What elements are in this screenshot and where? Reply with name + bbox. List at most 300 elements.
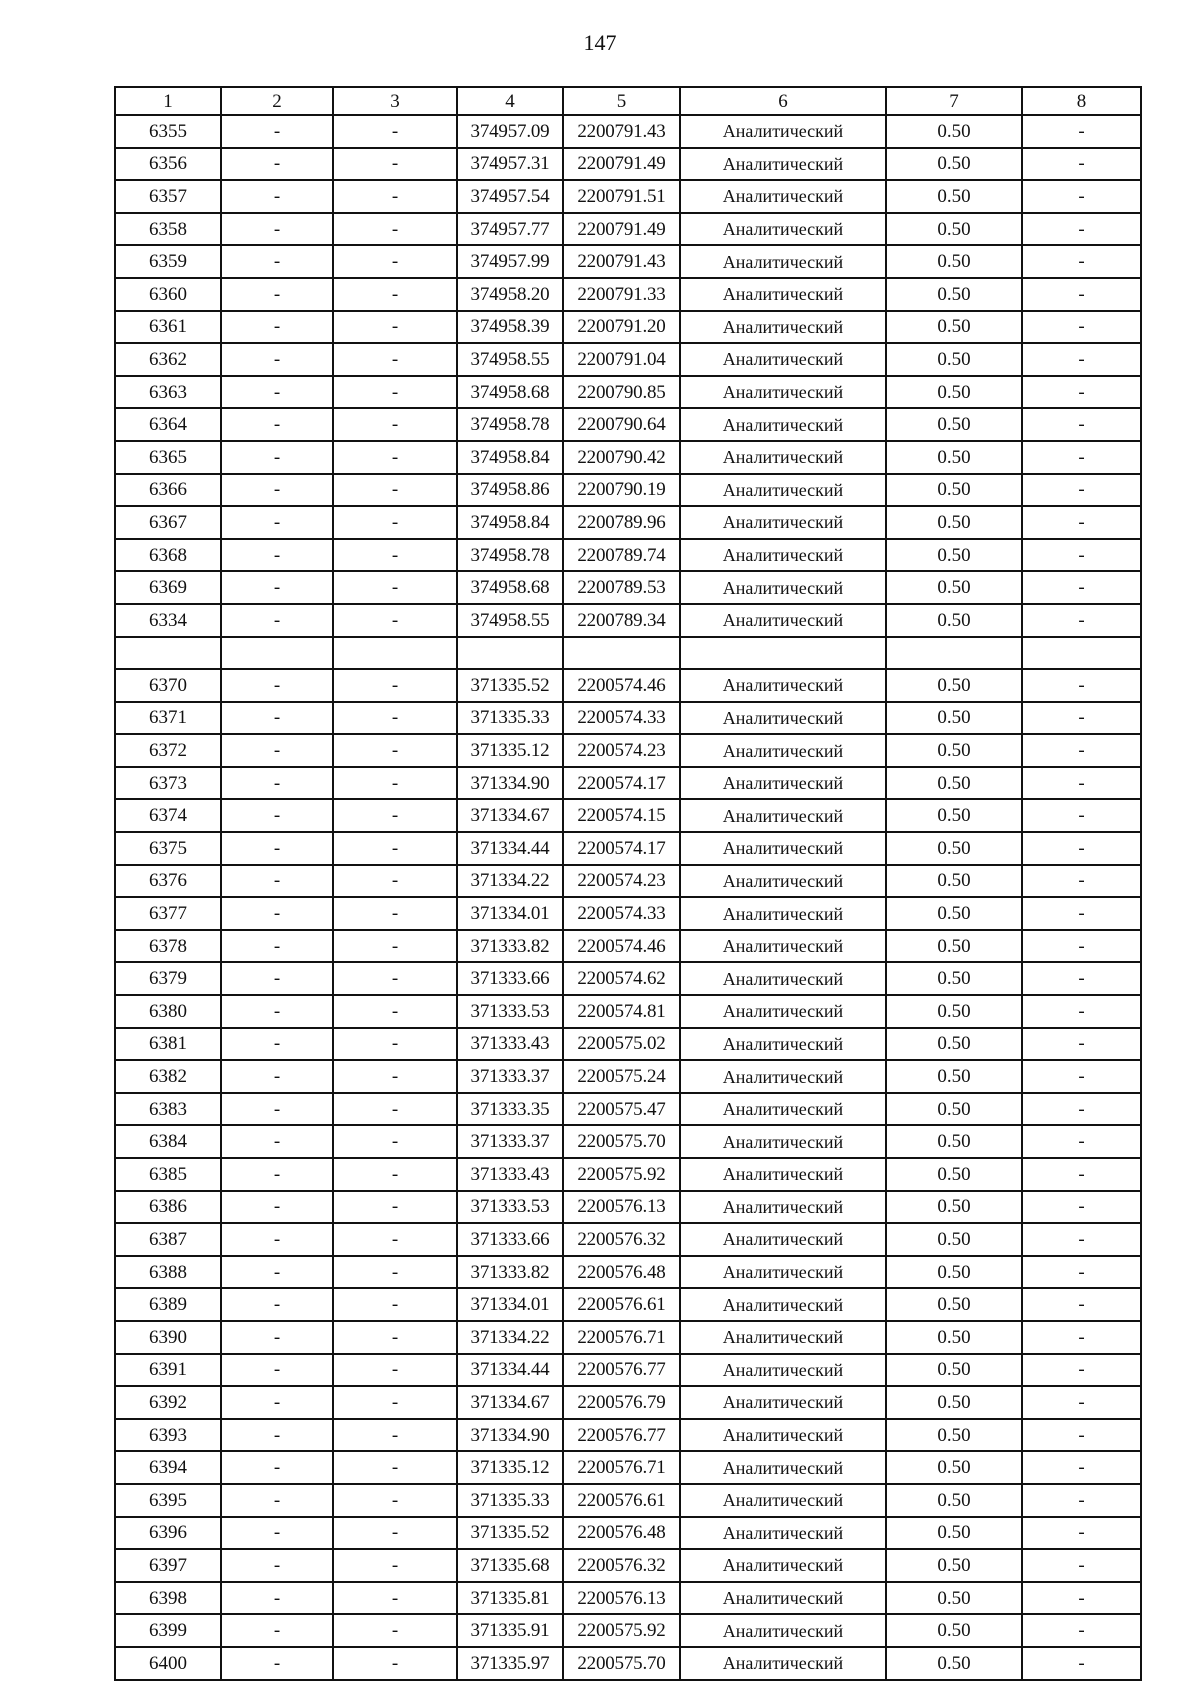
col8-cell: - bbox=[1022, 1191, 1141, 1224]
table-row bbox=[115, 376, 1141, 409]
col8-cell: - bbox=[1022, 930, 1141, 963]
accuracy-cell: 0.50 bbox=[886, 1256, 1022, 1289]
y-coordinate-cell: 2200574.17 bbox=[563, 832, 680, 865]
col2-cell: - bbox=[221, 1549, 333, 1582]
point-number-cell: 6359 bbox=[115, 245, 221, 278]
column-header: 8 bbox=[1022, 87, 1141, 115]
accuracy-cell: 0.50 bbox=[886, 1060, 1022, 1093]
table-row bbox=[115, 767, 1141, 800]
x-coordinate-cell: 371333.43 bbox=[457, 1028, 563, 1061]
accuracy-cell: 0.50 bbox=[886, 1093, 1022, 1126]
x-coordinate-cell: 374958.55 bbox=[457, 343, 563, 376]
table-row bbox=[115, 832, 1141, 865]
table-row bbox=[115, 1614, 1141, 1647]
col3-cell: - bbox=[333, 213, 457, 246]
col8-cell: - bbox=[1022, 1484, 1141, 1517]
col8-cell: - bbox=[1022, 1093, 1141, 1126]
table-row bbox=[115, 604, 1141, 637]
method-cell: Аналитический bbox=[680, 376, 886, 409]
col8-cell: - bbox=[1022, 1158, 1141, 1191]
table-row bbox=[115, 1256, 1141, 1289]
point-number-cell: 6365 bbox=[115, 441, 221, 474]
accuracy-cell bbox=[886, 637, 1022, 670]
y-coordinate-cell: 2200791.51 bbox=[563, 180, 680, 213]
col8-cell: - bbox=[1022, 408, 1141, 441]
accuracy-cell: 0.50 bbox=[886, 539, 1022, 572]
y-coordinate-cell: 2200790.42 bbox=[563, 441, 680, 474]
col8-cell: - bbox=[1022, 245, 1141, 278]
point-number-cell: 6392 bbox=[115, 1386, 221, 1419]
col8-cell: - bbox=[1022, 115, 1141, 148]
x-coordinate-cell: 371333.82 bbox=[457, 1256, 563, 1289]
y-coordinate-cell: 2200574.15 bbox=[563, 799, 680, 832]
x-coordinate-cell: 371334.22 bbox=[457, 1321, 563, 1354]
x-coordinate-cell: 371333.66 bbox=[457, 1223, 563, 1256]
y-coordinate-cell: 2200790.19 bbox=[563, 474, 680, 507]
col3-cell: - bbox=[333, 506, 457, 539]
col8-cell: - bbox=[1022, 441, 1141, 474]
x-coordinate-cell: 371334.01 bbox=[457, 1288, 563, 1321]
accuracy-cell: 0.50 bbox=[886, 1028, 1022, 1061]
col3-cell: - bbox=[333, 702, 457, 735]
y-coordinate-cell: 2200576.61 bbox=[563, 1288, 680, 1321]
table-row bbox=[115, 1158, 1141, 1191]
accuracy-cell: 0.50 bbox=[886, 1582, 1022, 1615]
col3-cell: - bbox=[333, 115, 457, 148]
method-cell: Аналитический bbox=[680, 1419, 886, 1452]
method-cell: Аналитический bbox=[680, 213, 886, 246]
x-coordinate-cell: 371334.44 bbox=[457, 1354, 563, 1387]
y-coordinate-cell: 2200576.32 bbox=[563, 1223, 680, 1256]
point-number-cell: 6360 bbox=[115, 278, 221, 311]
col3-cell: - bbox=[333, 474, 457, 507]
method-cell: Аналитический bbox=[680, 539, 886, 572]
y-coordinate-cell: 2200574.17 bbox=[563, 767, 680, 800]
point-number-cell: 6378 bbox=[115, 930, 221, 963]
method-cell: Аналитический bbox=[680, 474, 886, 507]
accuracy-cell: 0.50 bbox=[886, 1288, 1022, 1321]
table-row bbox=[115, 148, 1141, 181]
accuracy-cell: 0.50 bbox=[886, 995, 1022, 1028]
method-cell: Аналитический bbox=[680, 1125, 886, 1158]
col3-cell: - bbox=[333, 278, 457, 311]
point-number-cell: 6374 bbox=[115, 799, 221, 832]
col2-cell: - bbox=[221, 343, 333, 376]
col2-cell: - bbox=[221, 571, 333, 604]
table-row bbox=[115, 571, 1141, 604]
col2-cell: - bbox=[221, 1060, 333, 1093]
x-coordinate-cell: 371333.43 bbox=[457, 1158, 563, 1191]
col3-cell: - bbox=[333, 245, 457, 278]
y-coordinate-cell: 2200789.53 bbox=[563, 571, 680, 604]
col3-cell: - bbox=[333, 865, 457, 898]
accuracy-cell: 0.50 bbox=[886, 1223, 1022, 1256]
point-number-cell: 6366 bbox=[115, 474, 221, 507]
x-coordinate-cell: 371333.66 bbox=[457, 962, 563, 995]
method-cell: Аналитический bbox=[680, 1451, 886, 1484]
col2-cell: - bbox=[221, 1386, 333, 1419]
col2-cell: - bbox=[221, 1614, 333, 1647]
col8-cell: - bbox=[1022, 506, 1141, 539]
col8-cell: - bbox=[1022, 376, 1141, 409]
col8-cell: - bbox=[1022, 1451, 1141, 1484]
col3-cell: - bbox=[333, 799, 457, 832]
accuracy-cell: 0.50 bbox=[886, 571, 1022, 604]
point-number-cell: 6393 bbox=[115, 1419, 221, 1452]
x-coordinate-cell: 374958.78 bbox=[457, 408, 563, 441]
method-cell: Аналитический bbox=[680, 1158, 886, 1191]
table-row bbox=[115, 213, 1141, 246]
method-cell: Аналитический bbox=[680, 604, 886, 637]
col8-cell: - bbox=[1022, 1288, 1141, 1321]
col8-cell: - bbox=[1022, 1256, 1141, 1289]
col2-cell: - bbox=[221, 1647, 333, 1680]
table-row bbox=[115, 1386, 1141, 1419]
col3-cell: - bbox=[333, 148, 457, 181]
col3-cell: - bbox=[333, 408, 457, 441]
coordinates-table bbox=[114, 86, 1142, 1681]
col2-cell: - bbox=[221, 995, 333, 1028]
x-coordinate-cell: 374957.99 bbox=[457, 245, 563, 278]
table-body bbox=[115, 115, 1141, 1680]
point-number-cell: 6383 bbox=[115, 1093, 221, 1126]
col8-cell: - bbox=[1022, 799, 1141, 832]
col2-cell: - bbox=[221, 1028, 333, 1061]
col3-cell: - bbox=[333, 1125, 457, 1158]
col3-cell: - bbox=[333, 441, 457, 474]
column-header: 4 bbox=[457, 87, 563, 115]
table-row bbox=[115, 408, 1141, 441]
y-coordinate-cell: 2200789.96 bbox=[563, 506, 680, 539]
col2-cell: - bbox=[221, 1256, 333, 1289]
method-cell: Аналитический bbox=[680, 343, 886, 376]
col2-cell: - bbox=[221, 213, 333, 246]
point-number-cell: 6380 bbox=[115, 995, 221, 1028]
point-number-cell: 6384 bbox=[115, 1125, 221, 1158]
x-coordinate-cell: 371333.37 bbox=[457, 1125, 563, 1158]
point-number-cell: 6386 bbox=[115, 1191, 221, 1224]
x-coordinate-cell: 374958.84 bbox=[457, 441, 563, 474]
x-coordinate-cell: 371335.68 bbox=[457, 1549, 563, 1582]
col3-cell: - bbox=[333, 1647, 457, 1680]
col3-cell: - bbox=[333, 1451, 457, 1484]
accuracy-cell: 0.50 bbox=[886, 376, 1022, 409]
point-number-cell: 6355 bbox=[115, 115, 221, 148]
x-coordinate-cell: 371334.22 bbox=[457, 865, 563, 898]
method-cell: Аналитический bbox=[680, 441, 886, 474]
y-coordinate-cell: 2200791.43 bbox=[563, 115, 680, 148]
col8-cell: - bbox=[1022, 669, 1141, 702]
x-coordinate-cell: 371335.33 bbox=[457, 1484, 563, 1517]
method-cell: Аналитический bbox=[680, 278, 886, 311]
col3-cell: - bbox=[333, 539, 457, 572]
method-cell: Аналитический bbox=[680, 767, 886, 800]
col8-cell: - bbox=[1022, 1517, 1141, 1550]
method-cell: Аналитический bbox=[680, 669, 886, 702]
method-cell: Аналитический bbox=[680, 1582, 886, 1615]
col3-cell: - bbox=[333, 1419, 457, 1452]
col2-cell: - bbox=[221, 1125, 333, 1158]
col3-cell: - bbox=[333, 1256, 457, 1289]
method-cell: Аналитический bbox=[680, 962, 886, 995]
col8-cell bbox=[1022, 637, 1141, 670]
x-coordinate-cell: 371333.53 bbox=[457, 995, 563, 1028]
col8-cell: - bbox=[1022, 1060, 1141, 1093]
method-cell: Аналитический bbox=[680, 1256, 886, 1289]
col2-cell: - bbox=[221, 506, 333, 539]
accuracy-cell: 0.50 bbox=[886, 311, 1022, 344]
col3-cell: - bbox=[333, 1158, 457, 1191]
col3-cell: - bbox=[333, 343, 457, 376]
y-coordinate-cell: 2200789.74 bbox=[563, 539, 680, 572]
table-row bbox=[115, 1419, 1141, 1452]
accuracy-cell: 0.50 bbox=[886, 1191, 1022, 1224]
x-coordinate-cell: 374957.77 bbox=[457, 213, 563, 246]
method-cell: Аналитический bbox=[680, 734, 886, 767]
table-row bbox=[115, 180, 1141, 213]
point-number-cell: 6400 bbox=[115, 1647, 221, 1680]
y-coordinate-cell: 2200574.46 bbox=[563, 669, 680, 702]
x-coordinate-cell: 371334.01 bbox=[457, 897, 563, 930]
col3-cell: - bbox=[333, 376, 457, 409]
column-header: 1 bbox=[115, 87, 221, 115]
method-cell: Аналитический bbox=[680, 1484, 886, 1517]
table-row bbox=[115, 1060, 1141, 1093]
y-coordinate-cell: 2200574.33 bbox=[563, 702, 680, 735]
col2-cell: - bbox=[221, 474, 333, 507]
accuracy-cell: 0.50 bbox=[886, 278, 1022, 311]
table-row bbox=[115, 245, 1141, 278]
table-row bbox=[115, 734, 1141, 767]
header-row bbox=[115, 87, 1141, 115]
point-number-cell bbox=[115, 637, 221, 670]
x-coordinate-cell: 371335.91 bbox=[457, 1614, 563, 1647]
y-coordinate-cell: 2200576.77 bbox=[563, 1354, 680, 1387]
x-coordinate-cell: 371335.81 bbox=[457, 1582, 563, 1615]
col8-cell: - bbox=[1022, 474, 1141, 507]
point-number-cell: 6377 bbox=[115, 897, 221, 930]
method-cell: Аналитический bbox=[680, 1028, 886, 1061]
col2-cell: - bbox=[221, 1223, 333, 1256]
col8-cell: - bbox=[1022, 343, 1141, 376]
x-coordinate-cell: 374957.31 bbox=[457, 148, 563, 181]
accuracy-cell: 0.50 bbox=[886, 767, 1022, 800]
method-cell: Аналитический bbox=[680, 1647, 886, 1680]
y-coordinate-cell: 2200576.79 bbox=[563, 1386, 680, 1419]
point-number-cell: 6388 bbox=[115, 1256, 221, 1289]
col2-cell: - bbox=[221, 311, 333, 344]
accuracy-cell: 0.50 bbox=[886, 604, 1022, 637]
col3-cell: - bbox=[333, 1354, 457, 1387]
x-coordinate-cell: 371334.90 bbox=[457, 767, 563, 800]
col2-cell: - bbox=[221, 1484, 333, 1517]
y-coordinate-cell: 2200575.70 bbox=[563, 1647, 680, 1680]
table-row bbox=[115, 995, 1141, 1028]
col2-cell: - bbox=[221, 702, 333, 735]
y-coordinate-cell: 2200789.34 bbox=[563, 604, 680, 637]
x-coordinate-cell: 374958.68 bbox=[457, 571, 563, 604]
method-cell: Аналитический bbox=[680, 245, 886, 278]
column-header: 6 bbox=[680, 87, 886, 115]
col2-cell: - bbox=[221, 539, 333, 572]
col2-cell: - bbox=[221, 799, 333, 832]
point-number-cell: 6399 bbox=[115, 1614, 221, 1647]
table-row bbox=[115, 637, 1141, 670]
col3-cell: - bbox=[333, 1028, 457, 1061]
col2-cell: - bbox=[221, 1321, 333, 1354]
point-number-cell: 6398 bbox=[115, 1582, 221, 1615]
accuracy-cell: 0.50 bbox=[886, 1419, 1022, 1452]
y-coordinate-cell: 2200791.49 bbox=[563, 148, 680, 181]
method-cell: Аналитический bbox=[680, 115, 886, 148]
table-row bbox=[115, 1647, 1141, 1680]
col3-cell: - bbox=[333, 734, 457, 767]
col2-cell: - bbox=[221, 408, 333, 441]
col2-cell: - bbox=[221, 604, 333, 637]
x-coordinate-cell: 371335.12 bbox=[457, 1451, 563, 1484]
x-coordinate-cell: 371333.53 bbox=[457, 1191, 563, 1224]
method-cell: Аналитический bbox=[680, 1354, 886, 1387]
method-cell: Аналитический bbox=[680, 571, 886, 604]
col8-cell: - bbox=[1022, 1647, 1141, 1680]
method-cell: Аналитический bbox=[680, 832, 886, 865]
x-coordinate-cell: 371335.52 bbox=[457, 1517, 563, 1550]
col2-cell bbox=[221, 637, 333, 670]
col8-cell: - bbox=[1022, 1582, 1141, 1615]
col2-cell: - bbox=[221, 1451, 333, 1484]
table-row bbox=[115, 115, 1141, 148]
col3-cell: - bbox=[333, 604, 457, 637]
method-cell: Аналитический bbox=[680, 1614, 886, 1647]
col8-cell: - bbox=[1022, 865, 1141, 898]
method-cell: Аналитический bbox=[680, 506, 886, 539]
col2-cell: - bbox=[221, 1354, 333, 1387]
point-number-cell: 6395 bbox=[115, 1484, 221, 1517]
accuracy-cell: 0.50 bbox=[886, 441, 1022, 474]
y-coordinate-cell: 2200576.77 bbox=[563, 1419, 680, 1452]
table-row bbox=[115, 962, 1141, 995]
col8-cell: - bbox=[1022, 767, 1141, 800]
col2-cell: - bbox=[221, 376, 333, 409]
table-row bbox=[115, 311, 1141, 344]
x-coordinate-cell: 371334.44 bbox=[457, 832, 563, 865]
accuracy-cell: 0.50 bbox=[886, 1386, 1022, 1419]
point-number-cell: 6375 bbox=[115, 832, 221, 865]
table-row bbox=[115, 1223, 1141, 1256]
col3-cell: - bbox=[333, 1386, 457, 1419]
col2-cell: - bbox=[221, 897, 333, 930]
col8-cell: - bbox=[1022, 832, 1141, 865]
col3-cell: - bbox=[333, 1060, 457, 1093]
point-number-cell: 6357 bbox=[115, 180, 221, 213]
accuracy-cell: 0.50 bbox=[886, 734, 1022, 767]
point-number-cell: 6381 bbox=[115, 1028, 221, 1061]
col8-cell: - bbox=[1022, 995, 1141, 1028]
point-number-cell: 6376 bbox=[115, 865, 221, 898]
x-coordinate-cell: 371335.33 bbox=[457, 702, 563, 735]
point-number-cell: 6370 bbox=[115, 669, 221, 702]
col8-cell: - bbox=[1022, 148, 1141, 181]
x-coordinate-cell bbox=[457, 637, 563, 670]
table-row bbox=[115, 1093, 1141, 1126]
y-coordinate-cell: 2200574.33 bbox=[563, 897, 680, 930]
col8-cell: - bbox=[1022, 1386, 1141, 1419]
x-coordinate-cell: 374958.20 bbox=[457, 278, 563, 311]
col3-cell: - bbox=[333, 897, 457, 930]
col8-cell: - bbox=[1022, 213, 1141, 246]
point-number-cell: 6387 bbox=[115, 1223, 221, 1256]
accuracy-cell: 0.50 bbox=[886, 669, 1022, 702]
col3-cell: - bbox=[333, 1321, 457, 1354]
col2-cell: - bbox=[221, 669, 333, 702]
accuracy-cell: 0.50 bbox=[886, 799, 1022, 832]
y-coordinate-cell: 2200790.85 bbox=[563, 376, 680, 409]
method-cell: Аналитический bbox=[680, 1223, 886, 1256]
accuracy-cell: 0.50 bbox=[886, 1549, 1022, 1582]
method-cell: Аналитический bbox=[680, 1321, 886, 1354]
col8-cell: - bbox=[1022, 897, 1141, 930]
col3-cell: - bbox=[333, 1191, 457, 1224]
point-number-cell: 6397 bbox=[115, 1549, 221, 1582]
table-row bbox=[115, 441, 1141, 474]
col3-cell: - bbox=[333, 962, 457, 995]
method-cell: Аналитический bbox=[680, 1549, 886, 1582]
col2-cell: - bbox=[221, 1419, 333, 1452]
method-cell: Аналитический bbox=[680, 1060, 886, 1093]
method-cell: Аналитический bbox=[680, 1191, 886, 1224]
accuracy-cell: 0.50 bbox=[886, 148, 1022, 181]
col3-cell: - bbox=[333, 995, 457, 1028]
point-number-cell: 6385 bbox=[115, 1158, 221, 1191]
col2-cell: - bbox=[221, 930, 333, 963]
table-row bbox=[115, 1484, 1141, 1517]
col8-cell: - bbox=[1022, 278, 1141, 311]
x-coordinate-cell: 371334.67 bbox=[457, 1386, 563, 1419]
col2-cell: - bbox=[221, 1191, 333, 1224]
y-coordinate-cell: 2200574.46 bbox=[563, 930, 680, 963]
col8-cell: - bbox=[1022, 734, 1141, 767]
table-row bbox=[115, 702, 1141, 735]
col2-cell: - bbox=[221, 1582, 333, 1615]
accuracy-cell: 0.50 bbox=[886, 474, 1022, 507]
column-header: 3 bbox=[333, 87, 457, 115]
y-coordinate-cell: 2200576.48 bbox=[563, 1256, 680, 1289]
accuracy-cell: 0.50 bbox=[886, 1125, 1022, 1158]
y-coordinate-cell: 2200575.24 bbox=[563, 1060, 680, 1093]
table-row bbox=[115, 539, 1141, 572]
col8-cell: - bbox=[1022, 1549, 1141, 1582]
col2-cell: - bbox=[221, 1158, 333, 1191]
point-number-cell: 6369 bbox=[115, 571, 221, 604]
accuracy-cell: 0.50 bbox=[886, 962, 1022, 995]
y-coordinate-cell: 2200575.92 bbox=[563, 1158, 680, 1191]
point-number-cell: 6362 bbox=[115, 343, 221, 376]
col2-cell: - bbox=[221, 441, 333, 474]
col3-cell: - bbox=[333, 180, 457, 213]
point-number-cell: 6382 bbox=[115, 1060, 221, 1093]
accuracy-cell: 0.50 bbox=[886, 1321, 1022, 1354]
table-row bbox=[115, 1451, 1141, 1484]
accuracy-cell: 0.50 bbox=[886, 930, 1022, 963]
y-coordinate-cell: 2200576.13 bbox=[563, 1191, 680, 1224]
method-cell: Аналитический bbox=[680, 180, 886, 213]
x-coordinate-cell: 374958.86 bbox=[457, 474, 563, 507]
method-cell: Аналитический bbox=[680, 799, 886, 832]
y-coordinate-cell: 2200576.13 bbox=[563, 1582, 680, 1615]
col2-cell: - bbox=[221, 180, 333, 213]
y-coordinate-cell: 2200791.04 bbox=[563, 343, 680, 376]
column-header: 5 bbox=[563, 87, 680, 115]
